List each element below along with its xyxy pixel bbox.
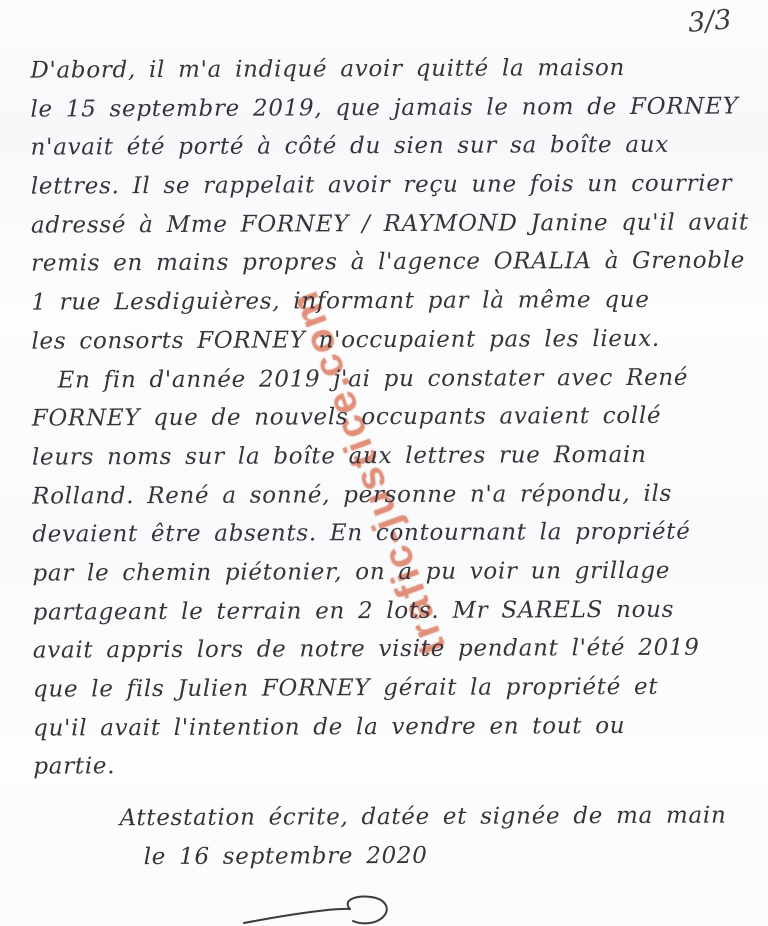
- handwritten-line: leurs noms sur la boîte aux lettres rue Romain: [31, 441, 647, 471]
- watermark: trafic-justice.com: [281, 283, 455, 661]
- handwritten-line: remis en mains propres à l'agence ORALIA à Grenoble: [31, 247, 746, 278]
- handwritten-line: Rolland. René a sonné, personne n'a répondu, ils: [32, 480, 673, 510]
- handwritten-line: devaient être absents. En contournant la propriété: [32, 518, 691, 548]
- closing-date-line: le 16 septembre 2020: [143, 842, 428, 870]
- handwritten-line: les consorts FORNEY n'occupaient pas les lieux.: [31, 325, 660, 355]
- signature-strokes: [238, 892, 448, 926]
- handwritten-line: adressé à Mme FORNEY / RAYMOND Janine qu'il avait: [30, 209, 749, 239]
- handwritten-line: En fin d'année 2019 j'ai pu constater avec René: [57, 364, 689, 393]
- handwritten-line: partie.: [33, 753, 116, 780]
- handwritten-line: le 15 septembre 2019, que jamais le nom de FORNEY: [30, 93, 739, 123]
- handwritten-line: 1 rue Lesdiguières, informant par là même que: [31, 287, 650, 316]
- handwritten-line: par le chemin piétonier, on a pu voir un grillage: [32, 557, 671, 587]
- closing-attestation-line: Attestation écrite, datée et signée de ma main: [119, 802, 727, 832]
- letter-body: [30, 48, 756, 877]
- handwritten-line: lettres. Il se rappelait avoir reçu une fois un courrier: [30, 170, 733, 200]
- handwritten-line: partageant le terrain en 2 lots. Mr SARELS nous: [32, 596, 675, 626]
- handwritten-line: D'abord, il m'a indiqué avoir quitté la maison: [30, 54, 626, 84]
- handwritten-line: avait appris lors de notre visite pendant l'été 2019: [32, 634, 700, 664]
- handwritten-line: FORNEY que de nouvels occupants avaient collé: [31, 403, 662, 432]
- handwritten-line: qu'il avait l'intention de la vendre en tout ou: [33, 712, 626, 742]
- page-number: 3/3: [686, 4, 733, 39]
- handwritten-line: n'avait été porté à côté du sien sur sa boîte aux: [30, 132, 669, 161]
- handwritten-line: que le fils Julien FORNEY gérait la propriété et: [32, 673, 659, 703]
